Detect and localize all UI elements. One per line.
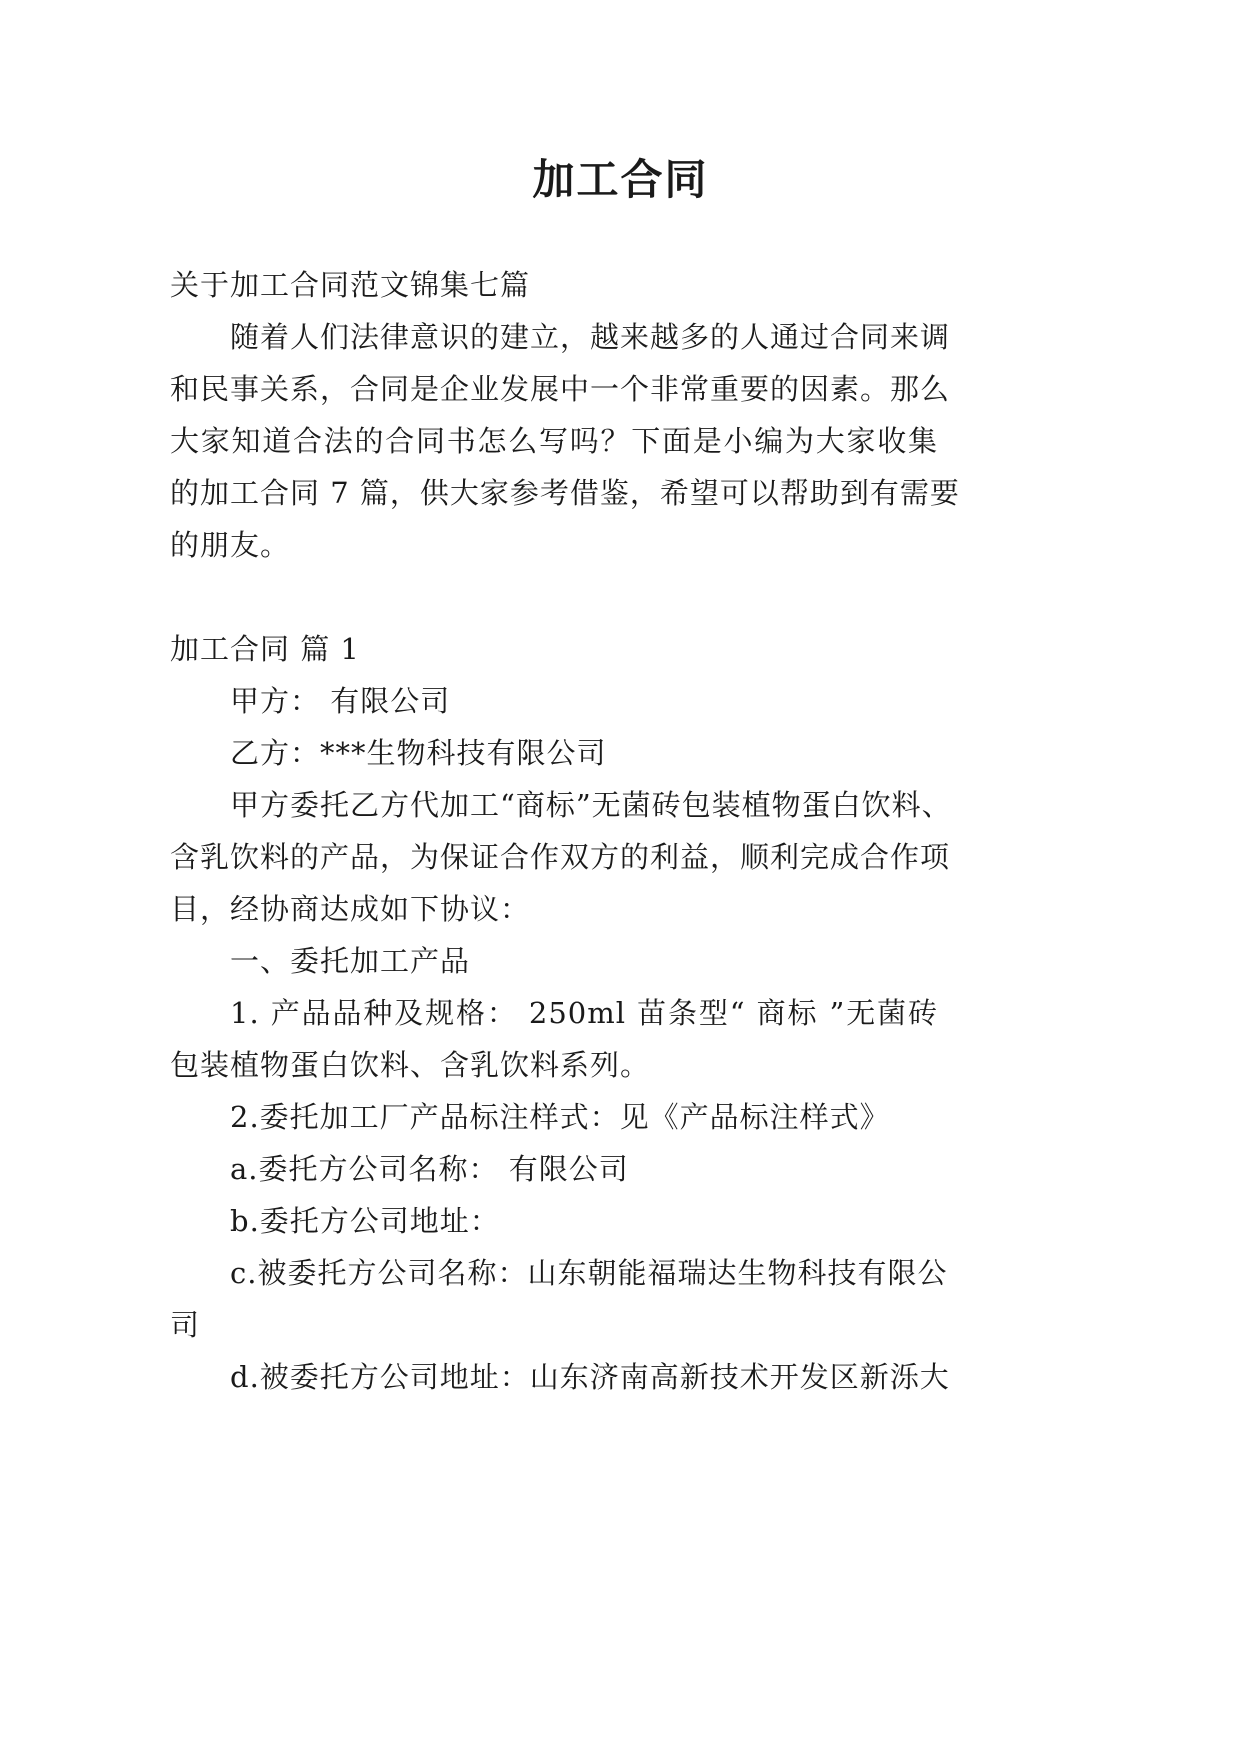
item-d: d.被委托方公司地址：山东济南高新技术开发区新泺大 — [230, 1360, 950, 1394]
section-paragraph-line: 目，经协商达成如下协议： — [170, 892, 531, 926]
intro-paragraph-line: 随着人们法律意识的建立，越来越多的人通过合同来调 — [230, 320, 951, 354]
section-paragraph-line: 含乳饮料的产品，为保证合作双方的利益，顺利完成合作项 — [170, 840, 951, 874]
party-a: 甲方： 有限公司 — [230, 684, 451, 718]
item-2: 2.委托加工厂产品标注样式：见《产品标注样式》 — [230, 1100, 890, 1134]
item-c-line: c.被委托方公司名称：山东朝能福瑞达生物科技有限公 — [230, 1256, 948, 1290]
party-b: 乙方：***生物科技有限公司 — [230, 736, 607, 770]
intro-paragraph-line: 和民事关系，合同是企业发展中一个非常重要的因素。那么 — [170, 372, 951, 406]
item-a: a.委托方公司名称： 有限公司 — [230, 1152, 629, 1186]
item-c-line: 司 — [170, 1308, 201, 1342]
document-title: 加工合同 — [532, 155, 709, 204]
clause-title: 一、委托加工产品 — [230, 944, 471, 978]
item-b: b.委托方公司地址： — [230, 1204, 500, 1238]
section-heading: 加工合同 篇 1 — [170, 632, 360, 666]
item-1-line: 1. 产品品种及规格： 250ml 苗条型“ 商标 ”无菌砖 — [230, 996, 938, 1030]
section-paragraph-line: 甲方委托乙方代加工“商标”无菌砖包装植物蛋白饮料、 — [230, 788, 952, 822]
item-1-line: 包装植物蛋白饮料、含乳饮料系列。 — [170, 1048, 651, 1082]
intro-paragraph-line: 的朋友。 — [170, 528, 291, 562]
intro-paragraph-line: 的加工合同 7 篇，供大家参考借鉴，希望可以帮助到有需要 — [170, 476, 960, 510]
intro-paragraph-line: 大家知道合法的合同书怎么写吗？下面是小编为大家收集 — [170, 424, 938, 458]
intro-heading: 关于加工合同范文锦集七篇 — [170, 268, 531, 302]
